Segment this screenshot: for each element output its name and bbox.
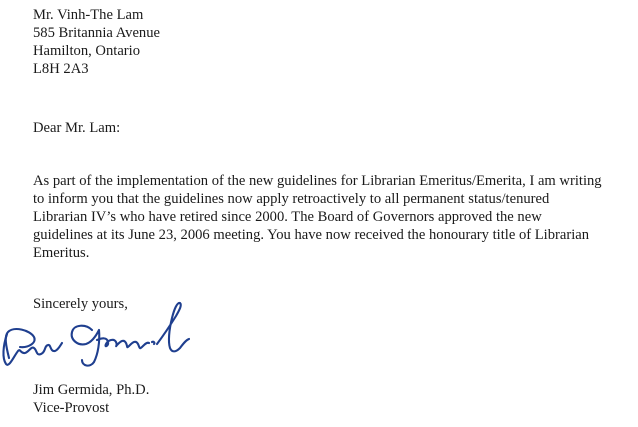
signer-block: [33, 381, 149, 417]
salutation: [33, 119, 120, 137]
signature-stroke-first-name: [6, 329, 35, 358]
recipient-address: [33, 6, 160, 78]
salutation-text: Dear Mr. Lam:: [33, 120, 121, 136]
signature-stroke-tail: [157, 303, 189, 351]
signature-stroke-surname-g: [72, 326, 100, 366]
closing-text: Sincerely yours,: [33, 296, 128, 312]
recipient-postal-code: L8H 2A3: [33, 61, 89, 77]
signer-title: Vice-Provost: [33, 400, 110, 416]
body-line-2: to inform you that the guidelines now apply retroactively to all permanent status/tenured: [33, 191, 550, 207]
letter-body: [33, 172, 602, 262]
signature-stroke-mark: [152, 342, 154, 344]
body-line-3: Librarian IV’s who have retired since 2000. The Board of Governors approved the new: [33, 209, 542, 225]
signature-stroke-surname-body: [97, 338, 149, 348]
signature-stroke-loop: [3, 334, 62, 365]
body-line-4: guidelines at its June 23, 2006 meeting. You have now received the honourary title of Librarian: [33, 227, 590, 243]
handwritten-signature: [0, 296, 215, 381]
body-line-1: As part of the implementation of the new guidelines for Librarian Emeritus/Emerita, I am writing: [33, 173, 602, 189]
body-line-5: Emeritus.: [33, 245, 90, 261]
signer-name: Jim Germida, Ph.D.: [33, 382, 150, 398]
recipient-street: 585 Britannia Avenue: [33, 25, 160, 41]
recipient-name: Mr. Vinh-The Lam: [33, 7, 144, 23]
recipient-city: Hamilton, Ontario: [33, 43, 141, 59]
